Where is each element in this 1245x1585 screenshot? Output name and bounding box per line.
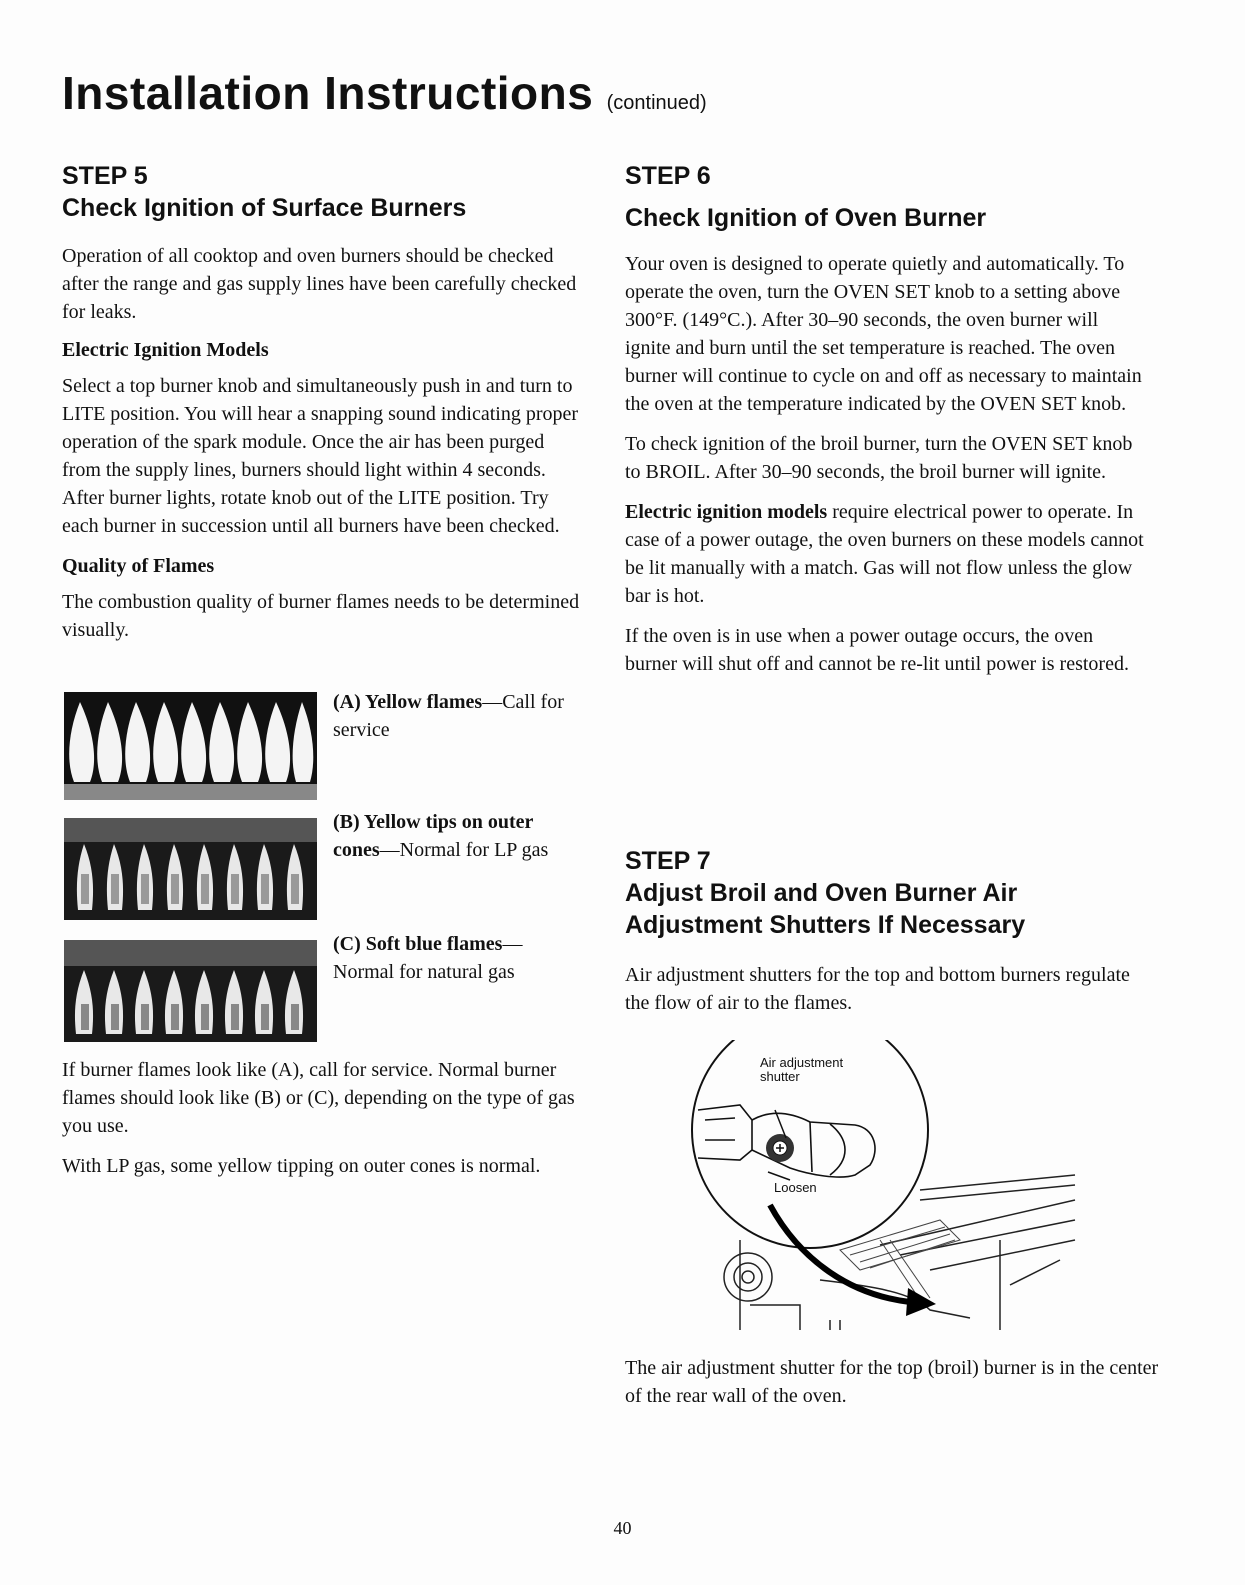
air-shutter-diagram	[680, 1040, 1100, 1340]
quality-heading: Quality of Flames	[62, 555, 215, 577]
closing-paragraph-2: With LP gas, some yellow tipping on outer cones is normal.	[62, 1155, 541, 1177]
flame-image-c	[64, 940, 317, 1042]
step5-label: STEP 5	[62, 162, 148, 190]
page-title	[62, 66, 707, 120]
step6-heading: Check Ignition of Oven Burner	[625, 204, 987, 232]
step6-label: STEP 6	[625, 162, 711, 190]
step5-heading: Check Ignition of Surface Burners	[62, 194, 467, 222]
flame-a-bold: (A) Yellow flames	[333, 691, 483, 713]
flame-image-a	[64, 692, 317, 800]
step5-intro: Operation of all cooktop and oven burners should be checked after the range and gas supply lines have been carefully checked for leaks.	[62, 245, 577, 323]
electric-ignition-bold: Electric ignition models	[625, 501, 828, 523]
flame-a-text: —Call for service	[333, 691, 564, 741]
flame-c-text: —Normal for natural gas	[333, 933, 523, 983]
step7-heading-line1: Adjust Broil and Oven Burner Air	[625, 879, 1018, 907]
step6-paragraph-2: To check ignition of the broil burner, turn the OVEN SET knob to BROIL. After 30–90 seconds, the broil burner will ignite.	[625, 433, 1133, 483]
step5-closing	[62, 1056, 582, 1180]
flame-caption-a	[333, 688, 583, 744]
flame-c-bold: (C) Soft blue flames	[333, 933, 503, 955]
title-text: Installation Instructions	[62, 67, 594, 119]
electric-ignition-text: Select a top burner knob and simultaneously push in and turn to LITE position. You will hear a snapping sound indicating proper operation of the spark module. Once the air has been purged from the supply lines, burners should light within 4 seconds. After burner lights, rotate knob out of the LITE position. Try each burner in succession until all burners have been checked.	[62, 375, 579, 537]
page-number: 40	[613, 1518, 632, 1538]
electric-ignition-heading: Electric Ignition Models	[62, 339, 269, 361]
step6-paragraph-3	[625, 498, 1145, 610]
closing-paragraph-1: If burner flames look like (A), call for service. Normal burner flames should look like (B) or (C), depending on the type of gas you use.	[62, 1059, 575, 1137]
step6-section	[625, 160, 1145, 678]
step5-section	[62, 160, 582, 644]
diagram-label-air-adjustment: Air adjustment	[760, 1055, 844, 1070]
diagram-caption: The air adjustment shutter for the top (broil) burner is in the center of the rear wall of the oven.	[625, 1357, 1159, 1407]
flame-caption-c	[333, 930, 583, 986]
quality-text: The combustion quality of burner flames needs to be determined visually.	[62, 591, 580, 641]
flame-b-bold: (B) Yellow tips on outer cones	[333, 811, 533, 861]
step6-paragraph-1: Your oven is designed to operate quietly and automatically. To operate the oven, turn the OVEN SET knob to a setting above 300°F. (149°C.). After 30–90 seconds, the oven burner will ignite and burn until the set temperature is reached. The oven burner will continue to cycle on and off as necessary to maintain the oven at the temperature indicated by the OVEN SET knob.	[625, 253, 1142, 415]
diagram-label-loosen: Loosen	[774, 1180, 817, 1195]
electric-ignition-rest: require electrical power to operate. In case of a power outage, the oven burners on these models cannot be lit manually with a match. Gas will not flow unless the glow bar is hot.	[625, 501, 1144, 607]
step7-section	[625, 845, 1145, 1017]
diagram-label-shutter: shutter	[760, 1069, 800, 1084]
flame-caption-b	[333, 808, 583, 864]
step7-paragraph-1: Air adjustment shutters for the top and bottom burners regulate the flow of air to the flames.	[625, 964, 1130, 1014]
step6-paragraph-4: If the oven is in use when a power outage occurs, the oven burner will shut off and cannot be re-lit until power is restored.	[625, 625, 1129, 675]
step7-label: STEP 7	[625, 847, 711, 875]
flame-b-text: —Normal for LP gas	[379, 839, 549, 861]
flame-image-b	[64, 818, 317, 920]
step7-heading-line2: Adjustment Shutters If Necessary	[625, 911, 1026, 939]
title-continued: (continued)	[606, 92, 707, 114]
step7-caption	[625, 1354, 1165, 1410]
